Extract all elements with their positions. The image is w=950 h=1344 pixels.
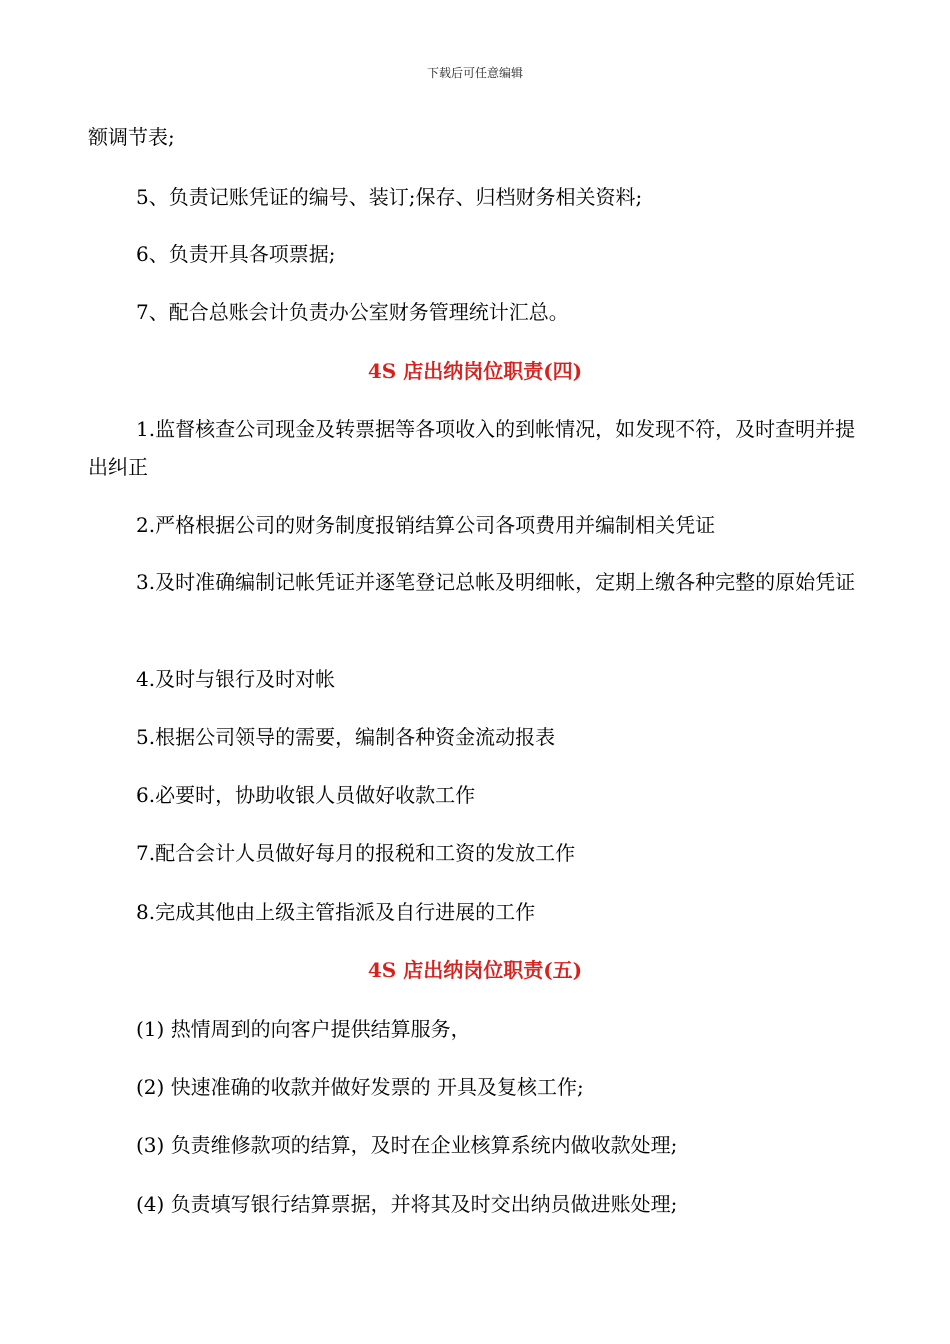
- section-4-item-5: 5.根据公司领导的需要，编制各种资金流动报表: [136, 725, 556, 749]
- section-4-item-2: 2.严格根据公司的财务制度报销结算公司各项费用并编制相关凭证: [136, 513, 716, 537]
- section-4-item-4: 4.及时与银行及时对帐: [136, 667, 336, 691]
- section-5-item-3: (3) 负责维修款项的结算，及时在企业核算系统内做收款处理;: [136, 1133, 678, 1157]
- section-4-item-7: 7.配合会计人员做好每月的报税和工资的发放工作: [136, 841, 576, 865]
- section-5-item-4: (4) 负责填写银行结算票据，并将其及时交出纳员做进账处理;: [136, 1192, 678, 1216]
- intro-line-6: 6、负责开具各项票据;: [136, 242, 336, 266]
- section-4-title: 4S 店出纳岗位职责(四): [367, 359, 583, 383]
- intro-line-7: 7、配合总账会计负责办公室财务管理统计汇总。: [136, 300, 569, 324]
- intro-line-1: 额调节表;: [88, 125, 175, 149]
- section-5-title: 4S 店出纳岗位职责(五): [367, 958, 583, 982]
- section-5-item-1: (1) 热情周到的向客户提供结算服务，: [136, 1017, 471, 1041]
- section-4-item-8: 8.完成其他由上级主管指派及自行进展的工作: [136, 900, 536, 924]
- section-4-item-3: 3.及时准确编制记帐凭证并逐笔登记总帐及明细帐，定期上缴各种完整的原始凭证: [136, 570, 856, 594]
- page-header: 下载后可任意编辑: [426, 66, 523, 80]
- section-4-item-6: 6.必要时，协助收银人员做好收款工作: [136, 783, 476, 807]
- section-5-item-2: (2) 快速准确的收款并做好发票的 开具及复核工作;: [136, 1075, 584, 1099]
- section-4-item-1: 1.监督核查公司现金及转票据等各项收入的到帐情况，如发现不符，及时查明并提出纠正: [88, 417, 856, 479]
- intro-line-5: 5、负责记账凭证的编号、装订;保存、归档财务相关资料;: [136, 185, 643, 209]
